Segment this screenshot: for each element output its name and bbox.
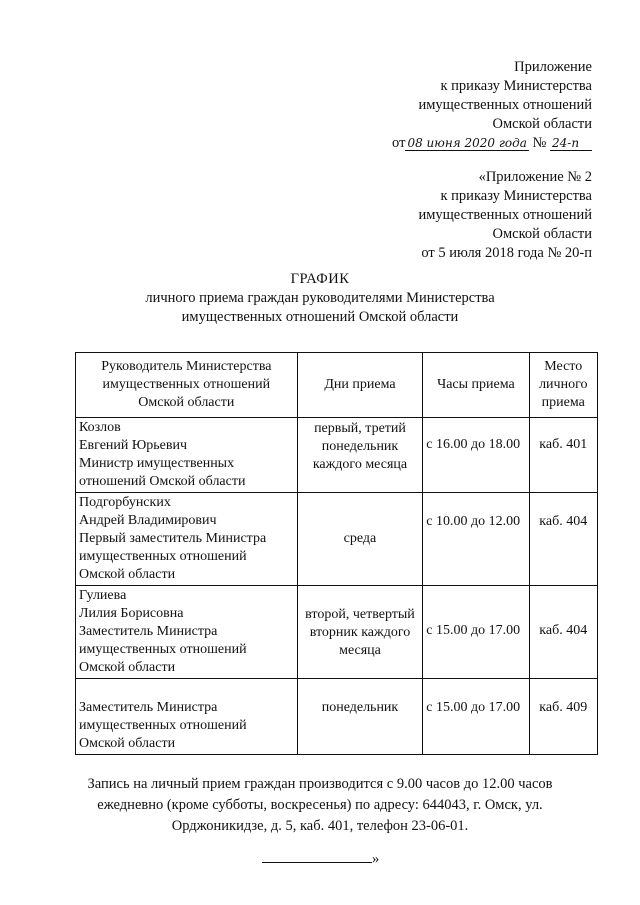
header-leader: [76, 353, 298, 418]
room-cell: каб. 409: [529, 679, 597, 755]
leader-cell: [76, 418, 298, 493]
appendix-quoted-line: от 5 июля 2018 года № 20-п: [421, 245, 592, 261]
table-row: [76, 418, 598, 493]
leader-cell: [76, 493, 298, 586]
days-line: первый, третий: [314, 421, 406, 436]
closing-quote: »: [372, 851, 380, 867]
document-title: [0, 270, 640, 327]
note-line: Орджоникидзе, д. 5, каб. 401, телефон 23-06-01.: [171, 818, 469, 834]
days-line: второй, четвертый: [305, 607, 415, 622]
leader-line: Лилия Борисовна: [79, 606, 184, 621]
table-header-row: [76, 353, 598, 418]
appendix-quoted-line: к приказу Министерства: [440, 188, 592, 204]
leader-line: Подгорбунских: [79, 495, 171, 510]
leader-line: Омской области: [79, 567, 176, 582]
appendix-line: Омской области: [492, 116, 592, 132]
days-line: вторник каждого: [309, 625, 411, 640]
room-cell: каб. 404: [529, 586, 597, 679]
room-cell: каб. 404: [529, 493, 597, 586]
days-line: среда: [343, 531, 377, 546]
appendix-quoted-line: Омской области: [492, 226, 592, 242]
appendix-current: [392, 58, 592, 153]
handwritten-number: 24-п: [550, 136, 592, 151]
leader-line: Козлов: [79, 420, 121, 435]
leader-cell: [76, 586, 298, 679]
header-leader-line: Руководитель Министерства: [101, 359, 272, 374]
leader-line: Андрей Владимирович: [79, 513, 217, 528]
leader-line: Омской области: [79, 736, 176, 751]
title-heading: ГРАФИК: [290, 271, 350, 287]
hours-cell: с 15.00 до 17.00: [423, 586, 529, 679]
leader-line: отношений Омской области: [79, 474, 246, 489]
appointment-note: [40, 774, 600, 837]
days-line: месяца: [339, 643, 381, 658]
closing-rule: [262, 848, 372, 863]
header-room-line: Место: [544, 359, 583, 374]
header-hours: Часы приема: [423, 353, 529, 418]
leader-line: Заместитель Министра: [79, 624, 218, 639]
leader-line: Министр имущественных: [79, 456, 235, 471]
number-label: №: [532, 135, 547, 151]
from-label: от: [392, 135, 406, 151]
table-row: [76, 679, 598, 755]
table-row: [76, 586, 598, 679]
leader-cell: [76, 679, 298, 755]
header-room-line: личного: [539, 377, 588, 392]
days-line: понедельник: [321, 700, 399, 715]
appendix-line: Приложение: [514, 59, 592, 75]
days-line: понедельник: [321, 439, 399, 454]
header-room: [529, 353, 597, 418]
table-row: [76, 493, 598, 586]
hours-cell: с 15.00 до 17.00: [423, 679, 529, 755]
leader-line: Заместитель Министра: [79, 700, 218, 715]
note-line: ежедневно (кроме субботы, воскресенья) по адресу: 644043, г. Омск, ул.: [97, 797, 543, 813]
leader-line: имущественных отношений: [79, 642, 247, 657]
note-line: Запись на личный прием граждан производится с 9.00 часов до 12.00 часов: [87, 776, 553, 792]
leader-line: имущественных отношений: [79, 549, 247, 564]
appendix-quoted: [418, 168, 592, 263]
days-line: каждого месяца: [312, 457, 408, 472]
leader-line: Евгений Юрьевич: [79, 438, 188, 453]
appendix-quoted-line: «Приложение № 2: [478, 169, 592, 185]
appendix-date-line: [392, 134, 592, 153]
leader-line: Первый заместитель Министра: [79, 531, 267, 546]
hours-cell: с 16.00 до 18.00: [423, 418, 529, 493]
title-line-2: имущественных отношений Омской области: [181, 309, 459, 325]
days-cell: [297, 679, 423, 755]
leader-line: имущественных отношений: [79, 718, 247, 733]
header-leader-line: имущественных отношений: [102, 377, 271, 392]
room-cell: каб. 401: [529, 418, 597, 493]
leader-line: Омской области: [79, 660, 176, 675]
handwritten-date: 08 июня 2020 года: [407, 136, 527, 150]
appendix-line: имущественных отношений: [418, 97, 592, 113]
days-cell: [297, 586, 423, 679]
title-line-1: личного приема граждан руководителями Министерства: [145, 290, 495, 306]
hours-cell: с 10.00 до 12.00: [423, 493, 529, 586]
days-cell: [297, 418, 423, 493]
closing-mark: [262, 848, 379, 868]
appendix-line: к приказу Министерства: [440, 78, 592, 94]
header-room-line: приема: [541, 395, 585, 410]
schedule-table: [75, 352, 598, 755]
header-days: Дни приема: [297, 353, 423, 418]
header-leader-line: Омской области: [138, 395, 235, 410]
appendix-quoted-line: имущественных отношений: [418, 207, 592, 223]
leader-line: Гулиева: [79, 588, 127, 603]
days-cell: [297, 493, 423, 586]
